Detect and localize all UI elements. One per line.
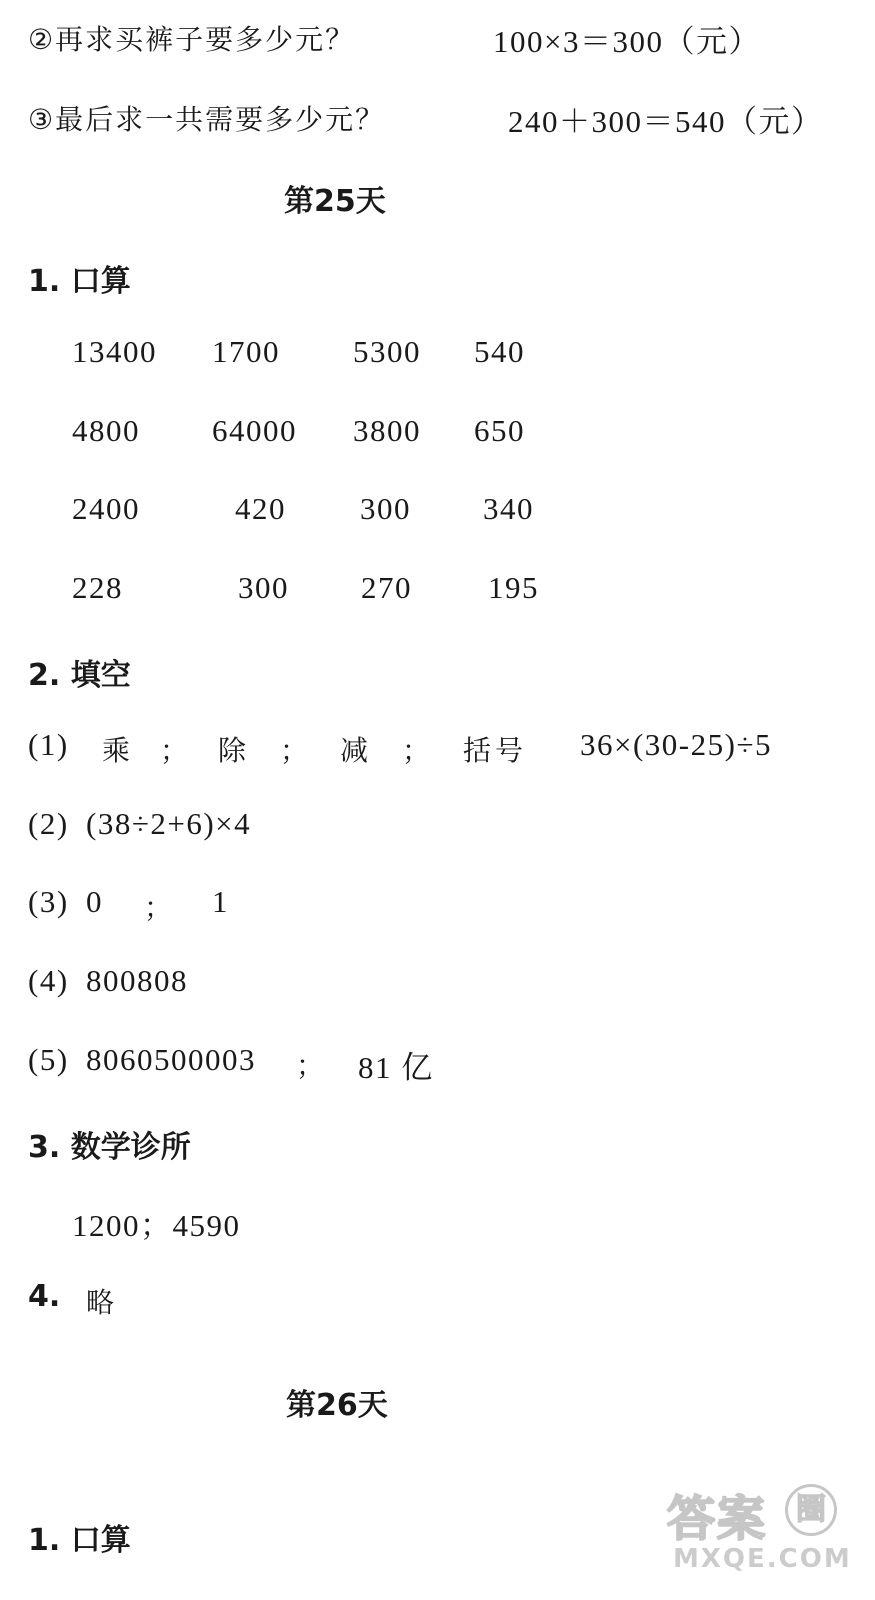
q2-1-brackets: 括号 [463,734,528,767]
q2-3-value-b: 1 [212,884,229,919]
grid-cell: 13400 [72,334,157,369]
day25-q2-heading: 2. 填空 [28,658,131,693]
separator: ； [402,734,431,767]
q2-1-subtract: 减 [340,734,369,767]
grid-cell: 3800 [353,413,421,448]
day25-q3-heading: 3. 数学诊所 [28,1130,191,1165]
separator: ； [296,1049,325,1082]
q2-item-number: (5) [28,1042,69,1077]
day25-title: 第25天 [284,184,386,219]
grid-cell: 540 [474,334,525,369]
separator: ； [160,734,189,767]
intro-step3 [28,98,385,138]
q2-item-number: (2) [28,806,69,841]
grid-cell: 64000 [212,413,297,448]
q2-1-expression: 36×(30-25)÷5 [580,727,772,762]
q2-3-value-a: 0 [86,884,103,919]
q2-2-expression: (38÷2+6)×4 [86,806,252,841]
q2-5-value-a: 8060500003 [86,1042,256,1077]
separator: ； [280,734,309,767]
grid-cell: 650 [474,413,525,448]
grid-cell: 300 [360,491,411,526]
q2-4-value: 800808 [86,963,188,998]
grid-cell: 228 [72,570,123,605]
q2-item-number: (3) [28,884,69,919]
grid-cell: 5300 [353,334,421,369]
step2-label: ②再求买裤子要多少元？ [28,23,356,56]
q2-item-number: (1) [28,727,69,762]
grid-cell: 420 [235,491,286,526]
q2-item-number: (4) [28,963,69,998]
q4-answer: 略 [86,1286,115,1319]
q2-1-multiply: 乘 [102,734,131,767]
day26-q1-heading: 1. 口算 [28,1523,131,1558]
grid-cell: 300 [238,570,289,605]
step2-formula: 100×3＝300（元） [493,24,761,59]
grid-cell: 4800 [72,413,140,448]
watermark-url: MXQE.COM [673,1544,852,1574]
watermark-circle: 圈 [785,1484,837,1536]
step3-label: ③最后求一共需要多少元？ [28,103,386,136]
step3-formula: 240＋300＝540（元） [508,104,824,139]
watermark-logo [667,1480,852,1580]
watermark-text-top: 答案 [667,1491,768,1547]
grid-cell: 1700 [212,334,280,369]
q3-answer: 1200；4590 [72,1208,241,1243]
separator: ； [144,891,173,924]
grid-cell: 2400 [72,491,140,526]
q2-1-divide: 除 [218,734,247,767]
day25-q4-heading: 4. [28,1279,61,1314]
day26-title: 第26天 [286,1388,388,1423]
intro-step2 [28,18,355,58]
grid-cell: 195 [488,570,539,605]
q2-5-value-b: 81 亿 [358,1050,434,1085]
grid-cell: 340 [483,491,534,526]
grid-cell: 270 [361,570,412,605]
day25-q1-heading: 1. 口算 [28,264,131,299]
